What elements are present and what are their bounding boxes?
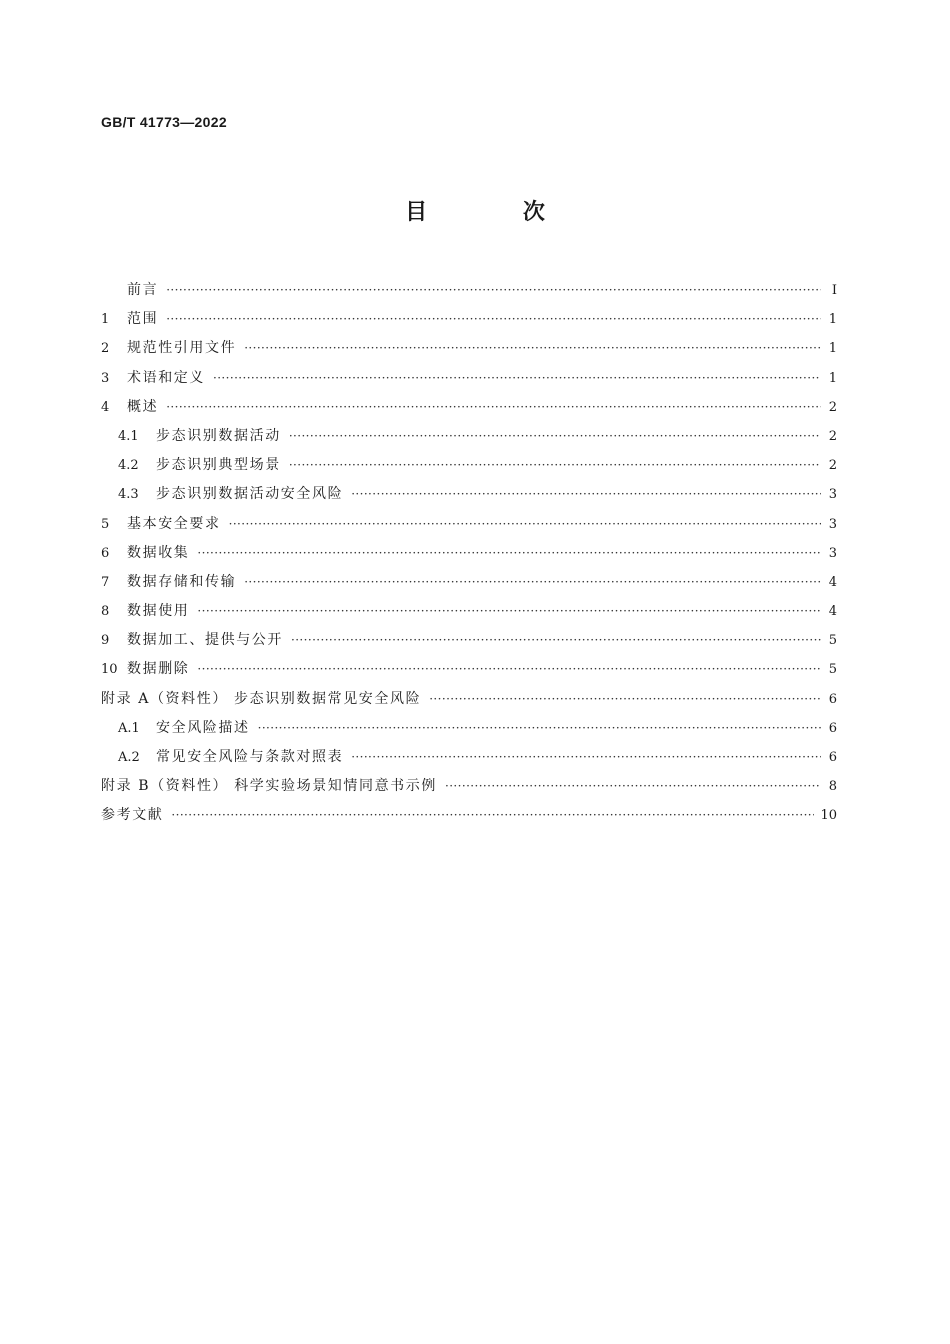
toc-page: 5 [828,633,837,649]
toc-label: 数据加工、提供与公开 [127,632,283,649]
leader-dots [244,334,821,363]
toc-label: 基本安全要求 [127,515,221,532]
toc-row-preface[interactable] [101,276,837,305]
toc-number: 4.1 [118,428,139,444]
toc-page: 2 [828,428,837,444]
leader-dots [213,364,821,393]
toc-page: 8 [828,779,837,795]
toc-label: 范围 [127,311,159,328]
leader-dots [171,801,814,830]
toc-row-7[interactable] [101,568,837,597]
toc-row-references[interactable] [101,801,837,830]
toc-number: A.1 [118,720,140,736]
toc-label: 术语和定义 [127,369,205,386]
leader-dots [197,539,821,568]
toc-row-1[interactable] [101,305,837,334]
toc-label: 附录 A（资料性） 步态识别数据常见安全风险 [101,690,422,707]
toc-row-8[interactable] [101,597,837,626]
toc-number: 10 [101,662,118,678]
leader-dots [429,685,821,714]
leader-dots [445,772,821,801]
toc-label: 步态识别数据活动安全风险 [156,486,344,503]
page-title: 目 次 [405,200,589,225]
leader-dots [166,393,821,422]
toc-page: 3 [828,545,837,561]
toc-page: 6 [828,750,837,765]
toc-row-4[interactable] [101,393,837,422]
toc-label: 数据存储和传输 [127,573,237,590]
leader-dots [289,451,821,480]
toc-number: 7 [101,574,110,590]
leader-dots [197,597,821,626]
toc-label: 前言 [127,282,159,298]
leader-dots [351,743,821,772]
toc-number: 6 [101,545,110,561]
toc-row-appendix-a[interactable] [101,685,837,714]
toc-label: 参考文献 [101,807,164,824]
toc-row-6[interactable] [101,539,837,568]
toc-label: 步态识别典型场景 [156,457,281,474]
standard-id: GB/T 41773—2022 [101,114,227,130]
toc-number: A.2 [118,750,140,765]
toc-row-2[interactable] [101,334,837,363]
toc-number: 8 [101,604,110,620]
leader-dots [244,568,821,597]
toc-page: 2 [828,399,837,415]
toc-page: 3 [828,487,837,503]
toc-number: 9 [101,633,110,649]
toc-row-10[interactable] [101,655,837,684]
leader-dots [229,510,821,539]
toc-page: 1 [828,370,837,386]
toc-row-4-1[interactable] [101,422,837,451]
toc-number: 4.3 [118,487,139,503]
toc-page: 10 [820,808,837,824]
toc-page: 1 [828,341,837,357]
toc-label: 数据删除 [127,661,190,678]
toc-page: 1 [828,312,837,328]
toc-label: 步态识别数据活动 [156,427,281,444]
table-of-contents [101,276,837,831]
toc-label: 数据使用 [127,603,190,620]
toc-label: 附录 B（资料性） 科学实验场景知情同意书示例 [101,778,437,795]
toc-row-a-2[interactable] [101,743,837,772]
toc-page: 2 [828,458,837,474]
toc-row-9[interactable] [101,626,837,655]
toc-page: 6 [828,720,837,736]
toc-number: 1 [101,312,110,328]
toc-page: Ⅰ [831,283,837,298]
toc-label: 安全风险描述 [156,719,250,736]
toc-row-a-1[interactable] [101,714,837,743]
leader-dots [197,655,821,684]
toc-label: 概述 [127,398,159,415]
leader-dots [351,480,821,509]
toc-row-3[interactable] [101,364,837,393]
toc-number: 4.2 [118,458,139,474]
toc-page: 5 [828,662,837,678]
toc-row-5[interactable] [101,510,837,539]
leader-dots [291,626,821,655]
leader-dots [166,276,821,305]
toc-page: 4 [828,574,837,590]
leader-dots [258,714,821,743]
toc-row-4-3[interactable] [101,480,837,509]
toc-label: 常见安全风险与条款对照表 [156,749,344,765]
leader-dots [166,305,821,334]
toc-label: 数据收集 [127,544,190,561]
toc-page: 6 [828,691,837,707]
toc-page: 4 [828,604,837,620]
toc-row-appendix-b[interactable] [101,772,837,801]
toc-page: 3 [828,516,837,532]
toc-number: 4 [101,399,110,415]
toc-label: 规范性引用文件 [127,340,237,357]
toc-number: 5 [101,516,110,532]
toc-number: 3 [101,370,110,386]
toc-row-4-2[interactable] [101,451,837,480]
leader-dots [289,422,821,451]
toc-number: 2 [101,341,110,357]
